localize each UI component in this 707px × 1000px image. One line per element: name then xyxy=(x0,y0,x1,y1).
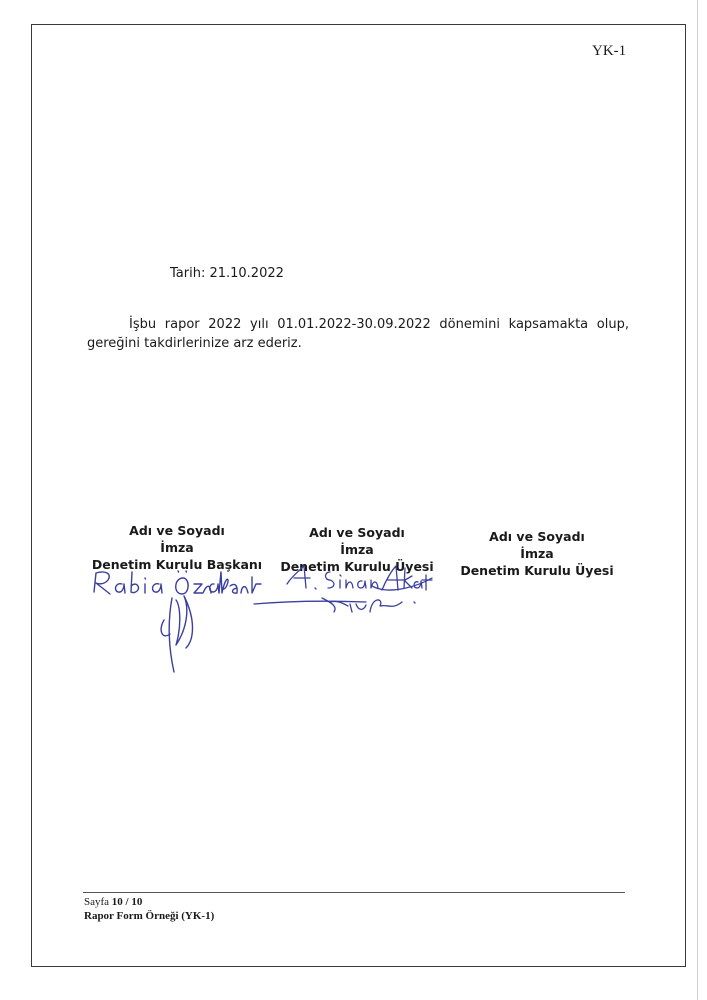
signature-member-1-drawing xyxy=(254,566,432,612)
report-date: Tarih: 21.10.2022 xyxy=(170,266,284,281)
page-separator: / xyxy=(122,896,132,908)
document-code: YK-1 xyxy=(592,43,627,59)
report-statement: İşbu rapor 2022 yılı 01.01.2022-30.09.2022 dönemini kapsamakta olup, gereğini takdirlerinize arz ederiz. xyxy=(87,317,629,351)
page-footer xyxy=(84,895,214,923)
footer-divider xyxy=(83,892,625,893)
form-name: Rapor Form Örneği (YK-1) xyxy=(84,910,215,922)
name-label: Adı ve Soyadı xyxy=(309,525,405,540)
name-label: Adı ve Soyadı xyxy=(129,523,225,538)
role-label: Denetim Kurulu Başkanı xyxy=(91,557,263,572)
page-number: Sayfa 10 / 10 xyxy=(84,896,143,908)
role-label: Denetim Kurulu Üyesi xyxy=(460,563,614,578)
signature-chair-drawing xyxy=(94,571,261,672)
current-page: 10 xyxy=(111,896,123,908)
signature-label: İmza xyxy=(340,542,374,557)
signature-label: İmza xyxy=(520,546,554,561)
total-pages: 10 xyxy=(131,896,143,908)
name-label: Adı ve Soyadı xyxy=(489,529,585,544)
role-label: Denetim Kurulu Üyesi xyxy=(280,559,434,574)
signature-label: İmza xyxy=(160,540,194,555)
